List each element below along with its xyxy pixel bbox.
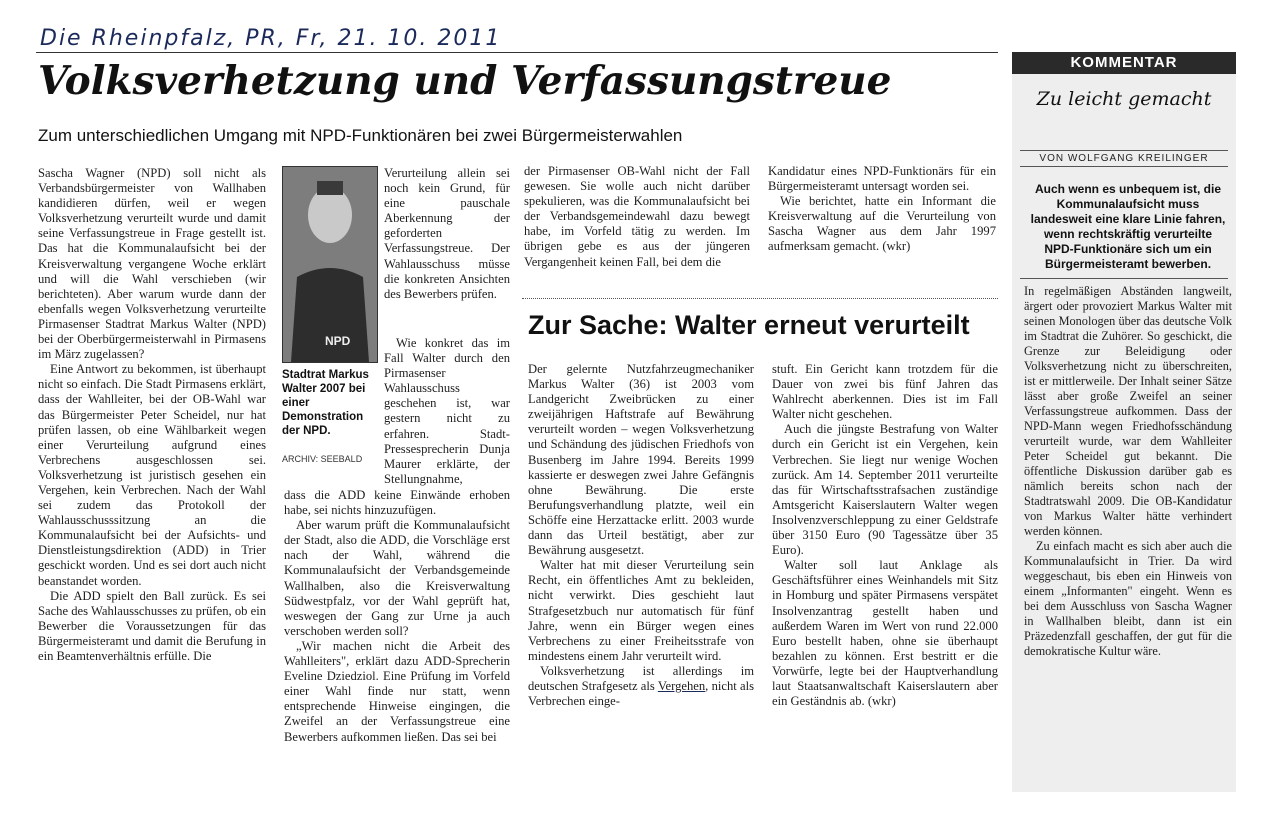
commentary-title: Zu leicht gemacht [1036,88,1212,110]
top-rule [36,52,998,53]
article-column-2-bottom [284,488,510,745]
text-run: , nicht als Verbrechen einge- [528,678,755,709]
photo-credit: ARCHIV: SEEBALD [282,454,363,464]
commentary-body [1024,284,1232,659]
article-column-3 [524,164,750,270]
commentary-lead: Auch wenn es unbequem ist, die Kommunalaufsicht muss landesweit eine klare Linie fahren, wenn rechtskräftig verurteilte NPD-Funktionäre sich um ein Bürgermeisteramt bewerben. [1030,182,1226,271]
paragraph: Walter soll laut Anklage als Geschäftsführer eines Weinhandels mit Sitz in Homburg und später Pirmasens verspätet Insolvenzantrag gestellt haben und außerdem Waren im Wert von rund 22.000 Euro bestellt haben, ohne sie überhaupt bezahlen zu können. Erst bestritt er die Vorwürfe, legte bei der Hauptverhandlung laut Staatsanwaltschaft Kaiserslautern aber ein Geständnis ab. (wkr) [772,558,998,709]
paragraph: Sascha Wagner (NPD) soll nicht als Verbandsbürgermeister von Wallhaben kandidieren dürfen, weil er wegen Volksverhetzung verurteilt wurde und damit seine Verfassungstreue in Frage gestellt ist. Das hat die Kommunalaufsicht bei der Kreisverwaltung vergangene Woche erklärt und will die Wahl verschieben (wir berichteten). Aber warum wurde dann der ebenfalls wegen Volksverhetzung verurteilte Pirmasenser Stadtrat Markus Walter (NPD) bei der Oberbürgermeisterwahl in Pirmasens im März zugelassen? [38,166,266,362]
paragraph: Die ADD spielt den Ball zurück. Es sei Sache des Wahlausschusses zu prüfen, ob ein Bewerber die Voraussetzungen für das Bürgermeisteramt und damit die Berufung in ein Beamtenverhältnis erfülle. Die [38,588,266,663]
underlined-word: Vergehen [657,678,706,693]
article-column-4 [768,164,996,255]
sache-column-2 [772,362,998,709]
commentary-label: KOMMENTAR [1012,52,1236,74]
subtitle: Zum unterschiedlichen Umgang mit NPD-Funktionären bei zwei Bürgermeisterwahlen [38,126,683,145]
paragraph: In regelmäßigen Abständen langweilt, ärgert oder provoziert Markus Walter mit seinen Monologen über das deutsche Volk im Stadtrat die Zuhörer. So geschickt, die Grenze zur Beleidigung oder Volksverhetzung nicht zu überschreiten, ist er mittlerweile. Der Inhalt seiner Sätze lässt aber große Zweifel an seiner Verfassungstreue aufkommen. Dass der NPD-Mann wegen Friedhofsschändung verurteilt wurde, war dem Wahlleiter Peter Scheidel gut bekannt. Die öffentliche Diskussion darüber gab es nämlich bereits schon nach der Stadtratswahl 2009. Die OB-Kandidatur von Markus Walter hätte verhindert werden können. [1024,284,1232,538]
handwritten-source-note: Die Rheinpfalz, PR, Fr, 21. 10. 2011 [40,26,502,51]
news-photo [282,166,378,363]
article-column-2-mid [384,336,510,487]
commentary-author: VON WOLFGANG KREILINGER [1020,150,1228,167]
paragraph: Wie berichtet, hatte ein Informant die Kreisverwaltung auf die Verurteilung von Sascha Wagner aus dem Jahr 1997 aufmerksam gemacht. (wkr) [768,194,996,254]
paragraph: stuft. Ein Gericht kann trotzdem für die Dauer von zwei bis fünf Jahren das Wahlrecht aberkennen. Dies ist im Fall Walter nicht geschehen. [772,362,998,422]
article-column-1 [38,166,266,664]
paragraph: Der gelernte Nutzfahrzeugmechaniker Markus Walter (36) ist 2003 vom Landgericht Zweibrücken zu einer zweijährigen Haftstrafe auf Bewährung verurteilt worden – wegen Volksverhetzung und Schändung des jüdischen Friedhofs von Busenberg im Jahre 1994. Bereits 1999 kassierte er deswegen zwei Jahre Gefängnis ohne Bewährung. Die erste Berufungsverhandlung platzte, weil ein Schöffe eine Herzattacke erlitt. 2003 wurde dann das Urteil bestätigt, aber zur Bewährung ausgesetzt. [528,362,754,558]
text-run: Volksverhetzung ist allerdings im deutschen Strafgesetz als [528,663,754,693]
sache-column-1 [528,362,754,709]
paragraph: Wie konkret das im Fall Walter durch den Pirmasenser Wahlausschuss geschehen ist, war gestern nicht zu erfahren. Stadt-Pressesprecherin Dunja Maurer erklärte, der Stellungnahme, [384,336,510,486]
paragraph: Aber warum prüft die Kommunalaufsicht der Stadt, also die ADD, die Vorschläge erst nach der Wahl, während die Kommunalaufsicht der Verbandsgemeinde Wallhalben, also die Kreisverwaltung Südwestpfalz, vor der Wahl geprüft hat, weswegen der Gang zur Urne ja auch verschoben werden soll? [284,518,510,638]
headline: Volksverhetzung und Verfassungstreue [38,58,892,104]
paragraph: Zu einfach macht es sich aber auch die Kommunalaufsicht in Trier. Da wird weggeschaut, bis eben ein Hinweis von einem „Informanten" eingeht. Wenn es bei dem Ausschluss von Sascha Wagner in Wallhalben bleibt, dann ist ein Präzedenzfall geschaffen, der gut für die demokratische Kultur wäre. [1024,539,1232,658]
paragraph [528,664,754,709]
article-column-2-top [384,166,510,302]
shirt-logo-text: NPD [325,334,351,348]
paragraph: der Pirmasenser OB-Wahl nicht der Fall gewesen. Sie wolle auch nicht darüber spekulieren, was die Kommunalaufsicht bei der Verbandsgemeindewahl dazu bewegt habe, im Vorfeld tätig zu werden. Im übrigen gebe es aus der jüngeren Vergangenheit keinen Fall, bei dem die [524,164,750,269]
sidebar-headline: Zur Sache: Walter erneut verurteilt [528,310,970,340]
paragraph: dass die ADD keine Einwände erhoben habe, sei nichts hinzuzufügen. [284,488,510,518]
paragraph: Auch die jüngste Bestrafung von Walter durch ein Gericht ist ein Vergehen, kein Verbrechen. Sie liegt nur wenige Wochen zurück. Am 14. September 2011 verurteilte das für Wirtschaftsstrafsachen zuständige Amtsgericht Kaiserslautern Walter wegen Insolvenzverschleppung zu einer Geldstrafe über 3150 Euro (90 Tagessätze über 35 Euro). [772,422,998,558]
photo-caption: Stadtrat Markus Walter 2007 bei einer Demonstration der NPD. [282,369,369,437]
paragraph: Kandidatur eines NPD-Funktionärs für ein Bürgermeisteramt untersagt worden sei. [768,164,996,194]
paragraph: Walter hat mit dieser Verurteilung sein Recht, ein öffentliches Amt zu bekleiden, nicht verwirkt. Dies geschieht laut Strafgesetzbuch nur automatisch für fünf Jahre, wenn ein Bürger wegen eines Verbrechens zu einer Freiheitsstrafe von mindestens einem Jahr verurteilt wird. [528,558,754,663]
commentary-rule [1020,278,1228,279]
section-divider [522,298,998,300]
paragraph: Verurteilung allein sei noch kein Grund, für eine pauschale Aberkennung der geforderten Verfassungstreue. Der Wahlausschuss müsse die konkreten Ansichten des Bewerbers prüfen. [384,166,510,301]
paragraph: „Wir machen nicht die Arbeit des Wahlleiters", erklärt dazu ADD-Sprecherin Eveline Dziedziol. Eine Prüfung im Vorfeld einer Wahl finde nur statt, wenn entsprechende Hinweise eingingen, die Zweifel an der Verfassungstreue eine Bewerbers aufkommen ließen. Das sei bei [284,638,510,744]
paragraph: Eine Antwort zu bekommen, ist überhaupt nicht so einfach. Die Stadt Pirmasens erklärt, dass der Wahlleiter, bei der OB-Wahl war das Bürgermeister Peter Scheidel, nur hat prüfen lassen, ob eine Wählbarkeit wegen einer Verurteilung aufgrund eines Verbrechens ausgeschlossen sei. Volksverhetzung ist juristisch gesehen ein Vergehen, kein Verbrechen. Nach der Wahl sei zudem das Protokoll der Wahlausschusssitzung an die Kommunalaufsicht bei der Aufsichts- und Dienstleistungsdirektion (ADD) in Trier geschickt worden. Und es sei dort auch nicht beanstandet worden. [38,362,266,588]
